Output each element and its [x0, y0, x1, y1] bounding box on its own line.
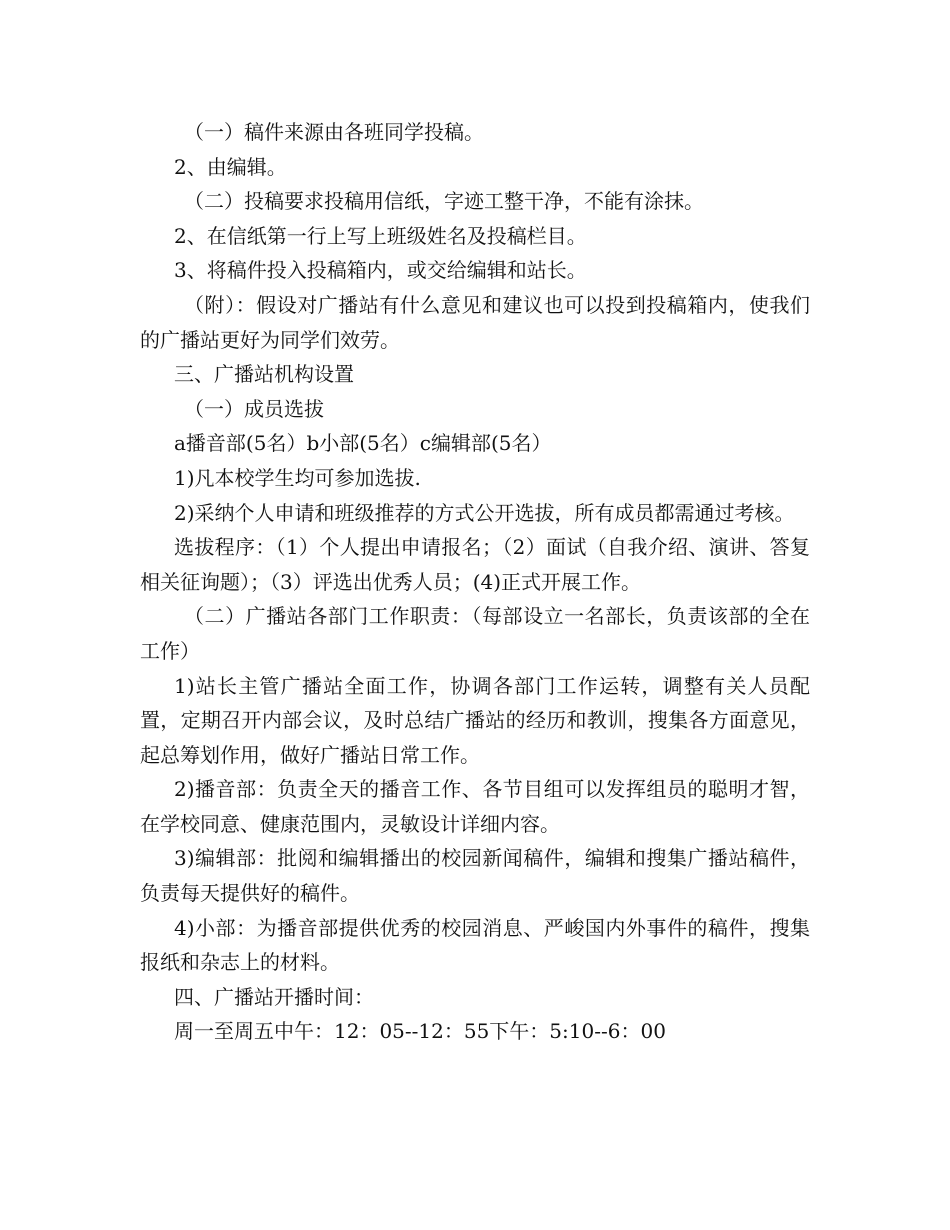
document-body — [140, 115, 810, 1049]
paragraph-editing: 2、由编辑。 — [174, 154, 287, 179]
subheading-department-duties: （二）广播站各部门工作职责：（每部设立一名部长，负责该部的全在工作） — [140, 604, 810, 663]
paragraph-small-dept-duties: 4)小部：为播音部提供优秀的校园消息、严峻国内外事件的稿件，搜集报纸和杂志上的材料。 — [140, 915, 810, 975]
paragraph-selection-method: 2)采纳个人申请和班级推荐的方式公开选拔，所有成员都需通过考核。 — [174, 500, 795, 525]
subheading-member-selection: （一）成员选拔 — [184, 396, 324, 421]
heading-broadcast-time: 四、广播站开播时间： — [174, 984, 374, 1009]
paragraph-station-head-duties: 1)站长主管广播站全面工作，协调各部门工作运转，调整有关人员配置，定期召开内部会议，及时总结广播站的经历和教训，搜集各方面意见，起总筹划作用，做好广播站日常工作。 — [140, 673, 810, 767]
paragraph-editorial-dept-duties: 3)编辑部：批阅和编辑播出的校园新闻稿件，编辑和搜集广播站稿件，负责每天提供好的稿件。 — [140, 846, 810, 906]
paragraph-departments-list: a播音部(5名）b小部(5名）c编辑部(5名） — [174, 431, 552, 456]
paragraph-submission-source: （一）稿件来源由各班同学投稿。 — [184, 120, 484, 144]
paragraph-submission-box: 3、将稿件投入投稿箱内，或交给编辑和站长。 — [174, 258, 587, 283]
heading-organization: 三、广播站机构设置 — [174, 362, 354, 387]
paragraph-broadcast-dept-duties: 2)播音部：负责全天的播音工作、各节目组可以发挥组员的聪明才智，在学校同意、健康范围内，灵敏设计详细内容。 — [140, 777, 810, 836]
paragraph-letter-first-line: 2、在信纸第一行上写上班级姓名及投稿栏目。 — [174, 223, 587, 248]
paragraph-eligibility: 1)凡本校学生均可参加选拔. — [174, 465, 421, 490]
paragraph-broadcast-schedule: 周一至周五中午：12：05--12：55下午：5:10--6：00 — [174, 1019, 666, 1044]
paragraph-selection-procedure: 选拔程序：（1）个人提出申请报名；（2）面试（自我介绍、演讲、答复相关征询题）；（3）评选出优秀人员；(4)正式开展工作。 — [140, 535, 810, 594]
paragraph-submission-requirements: （二）投稿要求投稿用信纸，字迹工整干净，不能有涂抹。 — [184, 189, 704, 214]
paragraph-appendix-note: （附）：假设对广播站有什么意见和建议也可以投到投稿箱内，使我们的广播站更好为同学们效劳。 — [140, 292, 810, 352]
